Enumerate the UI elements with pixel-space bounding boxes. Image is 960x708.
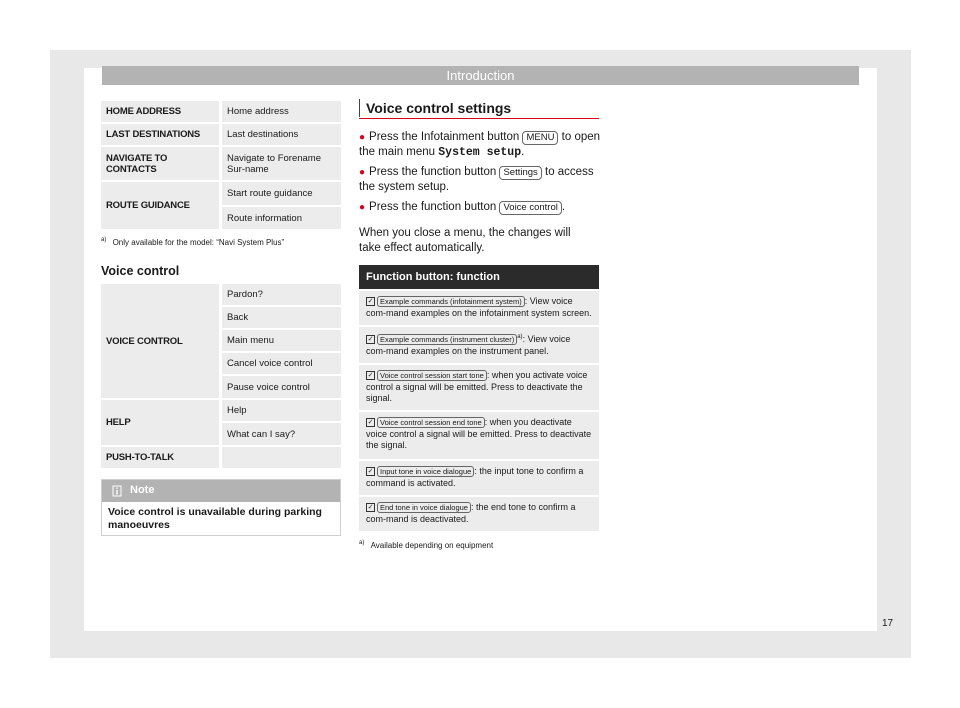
table-key: NAVIGATE TO CONTACTS: [101, 147, 219, 180]
page-number: 17: [882, 618, 894, 629]
checkbox-icon: ✓: [367, 504, 374, 512]
function-button-label: Voice control session start tone: [377, 370, 487, 381]
footnote-text: Only available for the model: “Navi System Plus”: [112, 237, 285, 247]
footnote-mark: a): [517, 334, 523, 340]
step-1: [359, 130, 604, 160]
checkbox-icon: ✓: [367, 419, 374, 427]
function-description: : View voice com-mand examples on the instrument panel.: [366, 334, 571, 356]
table-row: [359, 461, 599, 495]
function-description: : View voice com-mand examples on the infotainment system screen.: [366, 296, 592, 318]
table-key: VOICE CONTROL: [101, 284, 219, 398]
table-row: [359, 291, 599, 325]
table-key: ROUTE GUIDANCE: [101, 182, 219, 229]
section-title: Voice control settings: [366, 100, 512, 116]
title-accent-bar: [359, 99, 360, 117]
table-value: Last destinations: [222, 124, 341, 145]
table-row: [359, 497, 599, 531]
menu-name: System setup: [438, 146, 522, 159]
checkbox-icon: ✓: [367, 298, 374, 306]
function-button-label: Input tone in voice dialogue: [377, 466, 474, 477]
step-text: to open the main menu: [359, 131, 601, 158]
footnote-mark: a): [101, 237, 107, 243]
footnote-text: Available depending on equipment: [370, 540, 494, 550]
table-value: Pause voice control: [222, 376, 341, 398]
note-box: [101, 479, 341, 536]
table-value: What can I say?: [222, 423, 341, 445]
step-3: [359, 200, 604, 215]
table-value: Navigate to Forename Sur-name: [222, 147, 341, 180]
info-icon: [112, 485, 122, 497]
bullet-icon: ●: [359, 132, 366, 143]
menu-button-label: MENU: [522, 131, 558, 145]
function-description: : the input tone to confirm a command is activated.: [366, 466, 584, 488]
note-label: Note: [130, 484, 155, 496]
step-text: .: [561, 201, 566, 213]
table-value: Home address: [222, 101, 341, 122]
function-button-label: Voice control session end tone: [377, 417, 485, 428]
section-title: Voice control: [101, 264, 180, 278]
step-text: Press the Infotainment button: [369, 131, 520, 143]
footnote: [101, 237, 284, 247]
page-header: Introduction: [102, 66, 859, 85]
table-value: Start route guidance: [222, 182, 341, 205]
function-button-label: Example commands (instrument cluster): [377, 334, 517, 345]
function-button-label: End tone in voice dialogue: [377, 502, 471, 513]
step-text: to access the system setup.: [359, 166, 594, 193]
function-table-header: Function button: function: [359, 265, 599, 289]
table-value: Pardon?: [222, 284, 341, 305]
checkbox-icon: ✓: [367, 372, 374, 380]
note-header: [102, 480, 340, 502]
checkbox-icon: ✓: [367, 468, 374, 476]
function-description: : when you activate voice control a signal will be emitted. Press to deactivate the signal.: [366, 370, 588, 403]
title-underline: [359, 118, 599, 119]
step-2: [359, 165, 604, 195]
function-description: : when you deactivate voice control a signal will be emitted. Press to deactivate the signal.: [366, 417, 592, 450]
table-key: HELP: [101, 400, 219, 445]
table-row: [359, 365, 599, 410]
step-text: Press the function button: [369, 166, 497, 178]
table-key: HOME ADDRESS: [101, 101, 219, 122]
table-value: Help: [222, 400, 341, 421]
function-button-label: Example commands (infotainment system): [377, 296, 525, 307]
table-value: Route information: [222, 207, 341, 229]
settings-button-label: Settings: [499, 166, 541, 180]
voice-control-button-label: Voice control: [499, 201, 561, 215]
bullet-icon: ●: [359, 202, 366, 213]
function-description: : the end tone to confirm a com-mand is deactivated.: [366, 502, 576, 524]
table-value: [222, 447, 341, 468]
table-row: [359, 412, 599, 459]
checkbox-icon: ✓: [367, 336, 374, 344]
footnote: [359, 540, 493, 550]
step-text: Press the function button: [369, 201, 497, 213]
table-key: LAST DESTINATIONS: [101, 124, 219, 145]
table-value: Cancel voice control: [222, 353, 341, 374]
table-key: PUSH-TO-TALK: [101, 447, 219, 468]
note-text: Voice control is unavailable during parking manoeuvres: [108, 506, 322, 531]
step-text: .: [521, 146, 525, 158]
table-row: [359, 327, 599, 363]
table-value: Back: [222, 307, 341, 328]
footnote-mark: a): [359, 540, 365, 546]
bullet-icon: ●: [359, 167, 366, 178]
table-value: Main menu: [222, 330, 341, 351]
closing-paragraph: When you close a menu, the changes will take effect automatically.: [359, 227, 571, 254]
